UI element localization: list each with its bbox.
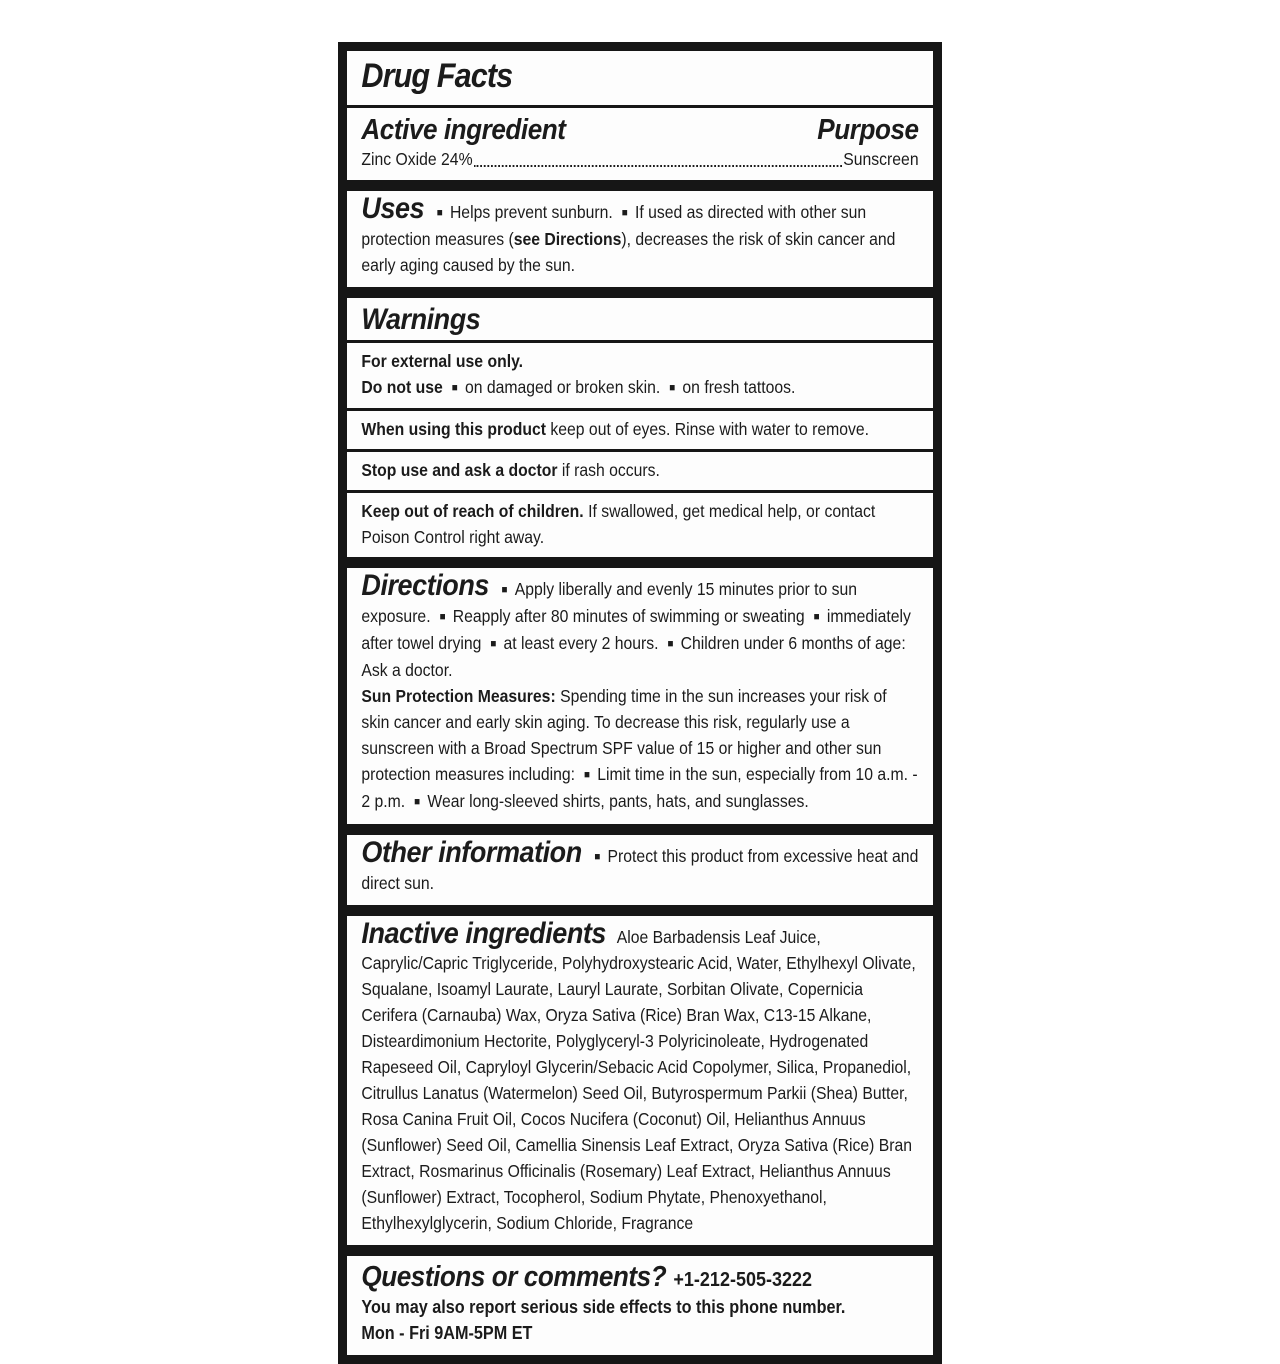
- bullet-icon: ■: [451, 382, 458, 394]
- inactive-ingredients-paragraph: [347, 916, 933, 1245]
- bullet-icon: ■: [813, 611, 820, 623]
- drug-facts-title: Drug Facts: [361, 57, 513, 95]
- keep-out-text: If swallowed, get medical help, or contact Poison Control right away.: [361, 501, 876, 547]
- do-not-use-line: [361, 374, 918, 401]
- bullet-icon: ■: [584, 769, 591, 781]
- section-warnings: [347, 298, 933, 557]
- other-information-paragraph: [347, 835, 933, 905]
- uses-heading: Uses: [361, 192, 425, 225]
- bullet-icon: ■: [667, 638, 674, 650]
- active-ingredient-row: [361, 147, 918, 171]
- when-using-lead: When using this product: [361, 419, 547, 439]
- sun-protection-lead: Sun Protection Measures:: [361, 686, 556, 706]
- questions-hours-line: Mon - Fri 9AM-5PM ET: [361, 1323, 533, 1343]
- stop-use-text: if rash occurs.: [561, 460, 660, 480]
- directions-bullets: [361, 569, 918, 683]
- questions-phone-number: +1-212-505-3222: [673, 1269, 813, 1291]
- directions-bullet-2: Reapply after 80 minutes of swimming or sweating: [452, 606, 805, 626]
- do-not-use-lead: Do not use: [361, 377, 443, 397]
- section-directions: [347, 568, 933, 824]
- section-other-information: [347, 835, 933, 905]
- warning-external-use: [347, 343, 933, 408]
- sun-protection-bullet-2: Wear long-sleeved shirts, pants, hats, and sunglasses.: [427, 791, 809, 811]
- sun-protection-bullet-1: Limit time in the sun, especially from 10 a.m. - 2 p.m.: [361, 764, 918, 811]
- warnings-heading: Warnings: [361, 303, 481, 336]
- do-not-use-bullet-1: on damaged or broken skin.: [464, 377, 661, 397]
- section-inactive-ingredients: [347, 916, 933, 1245]
- active-ingredient-heading: Active ingredient: [361, 114, 566, 146]
- questions-report-line: You may also report serious side effects to this phone number.: [361, 1297, 846, 1317]
- inactive-ingredients-heading: Inactive ingredients: [361, 917, 606, 950]
- active-ingredient-purpose: Sunscreen: [843, 149, 919, 169]
- warning-stop-use: [347, 452, 933, 490]
- warning-keep-out: [347, 493, 933, 557]
- uses-paragraph: [347, 191, 933, 287]
- keep-out-lead: Keep out of reach of children.: [361, 501, 584, 521]
- stop-use-lead: Stop use and ask a doctor: [361, 460, 558, 480]
- directions-bullet-5: Children under 6 months of age: Ask a doctor.: [361, 633, 906, 680]
- when-using-text: keep out of eyes. Rinse with water to remove.: [550, 419, 870, 439]
- warning-when-using: [347, 411, 933, 449]
- questions-heading-row: [361, 1261, 918, 1294]
- other-information-heading: Other information: [361, 836, 582, 869]
- section-header-group: [347, 51, 933, 180]
- sun-protection-measures: [361, 683, 918, 815]
- external-use-text: For external use only.: [361, 351, 524, 371]
- bullet-icon: ■: [414, 796, 421, 808]
- bullet-icon: ■: [669, 382, 676, 394]
- bullet-icon: ■: [594, 851, 601, 863]
- dot-leader: [473, 165, 842, 167]
- bullet-icon: ■: [436, 207, 443, 219]
- directions-bullet-1: Apply liberally and evenly 15 minutes prior to sun exposure.: [361, 579, 858, 626]
- bullet-icon: ■: [621, 207, 628, 219]
- other-information-text: Protect this product from excessive heat and direct sun.: [361, 846, 919, 893]
- uses-bullet-2-text-end: ), decreases the risk of skin cancer and early aging caused by the sun.: [361, 229, 896, 275]
- warnings-heading-row: [347, 298, 933, 340]
- questions-heading: Questions or comments?: [361, 1261, 667, 1293]
- bullet-icon: ■: [439, 611, 446, 623]
- uses-bullet-2-text: If used as directed with other sun protection measures (: [361, 202, 867, 249]
- active-ingredient-block: [347, 108, 933, 180]
- uses-bullet-1-text: Helps prevent sunburn.: [449, 202, 613, 222]
- sun-protection-text: Spending time in the sun increases your risk of skin cancer and early skin aging. To decrease this risk, regularly use a sunscreen with a Broad Spectrum SPF value of 15 or higher and other sun protection measures including:: [361, 686, 887, 784]
- questions-block: [347, 1256, 933, 1355]
- active-ingredient-heading-row: [361, 113, 918, 147]
- directions-heading: Directions: [361, 569, 489, 602]
- inactive-ingredients-list: Aloe Barbadensis Leaf Juice, Caprylic/Capric Triglyceride, Polyhydroxystearic Acid, Water, Ethylhexyl Olivate, Squalane, Isoamyl Laurate, Lauryl Laurate, Sorbitan Olivate, Copernicia Cerifera (Carnauba) Wax, Oryza Sativa (Rice) Bran Wax, C13-15 Alkane, Disteardimonium Hectorite, Polyglyceryl-3 Polyricinoleate, Hydrogenated Rapeseed Oil, Capryloyl Glycerin/Sebacic Acid Copolymer, Silica, Propanediol, Citrullus Lanatus (Watermelon) Seed Oil, Butyrospermum Parkii (Shea) Butter, Rosa Canina Fruit Oil, Cocos Nucifera (Coconut) Oil, Helianthus Annuus (Sunflower) Seed Oil, Camellia Sinensis Leaf Extract, Oryza Sativa (Rice) Bran Extract, Rosmarinus Officinalis (Rosemary) Leaf Extract, Helianthus Annuus (Sunflower) Extract, Tocopherol, Sodium Phytate, Phenoxyethanol, Ethylhexylglycerin, Sodium Chloride, Fragrance: [361, 927, 916, 1233]
- drug-facts-label: [338, 42, 942, 1364]
- drug-facts-title-row: [347, 51, 933, 105]
- uses-see-directions: see Directions: [513, 229, 622, 249]
- directions-paragraph: [347, 568, 933, 824]
- bullet-icon: ■: [490, 638, 497, 650]
- do-not-use-bullet-2: on fresh tattoos.: [682, 377, 796, 397]
- bullet-icon: ■: [501, 584, 508, 596]
- directions-bullet-3: immediately after towel drying: [361, 606, 911, 653]
- active-ingredient-name: Zinc Oxide 24%: [361, 149, 473, 169]
- purpose-heading: Purpose: [817, 114, 919, 146]
- section-uses: [347, 191, 933, 287]
- section-questions: [347, 1256, 933, 1355]
- directions-bullet-4: at least every 2 hours.: [503, 633, 659, 653]
